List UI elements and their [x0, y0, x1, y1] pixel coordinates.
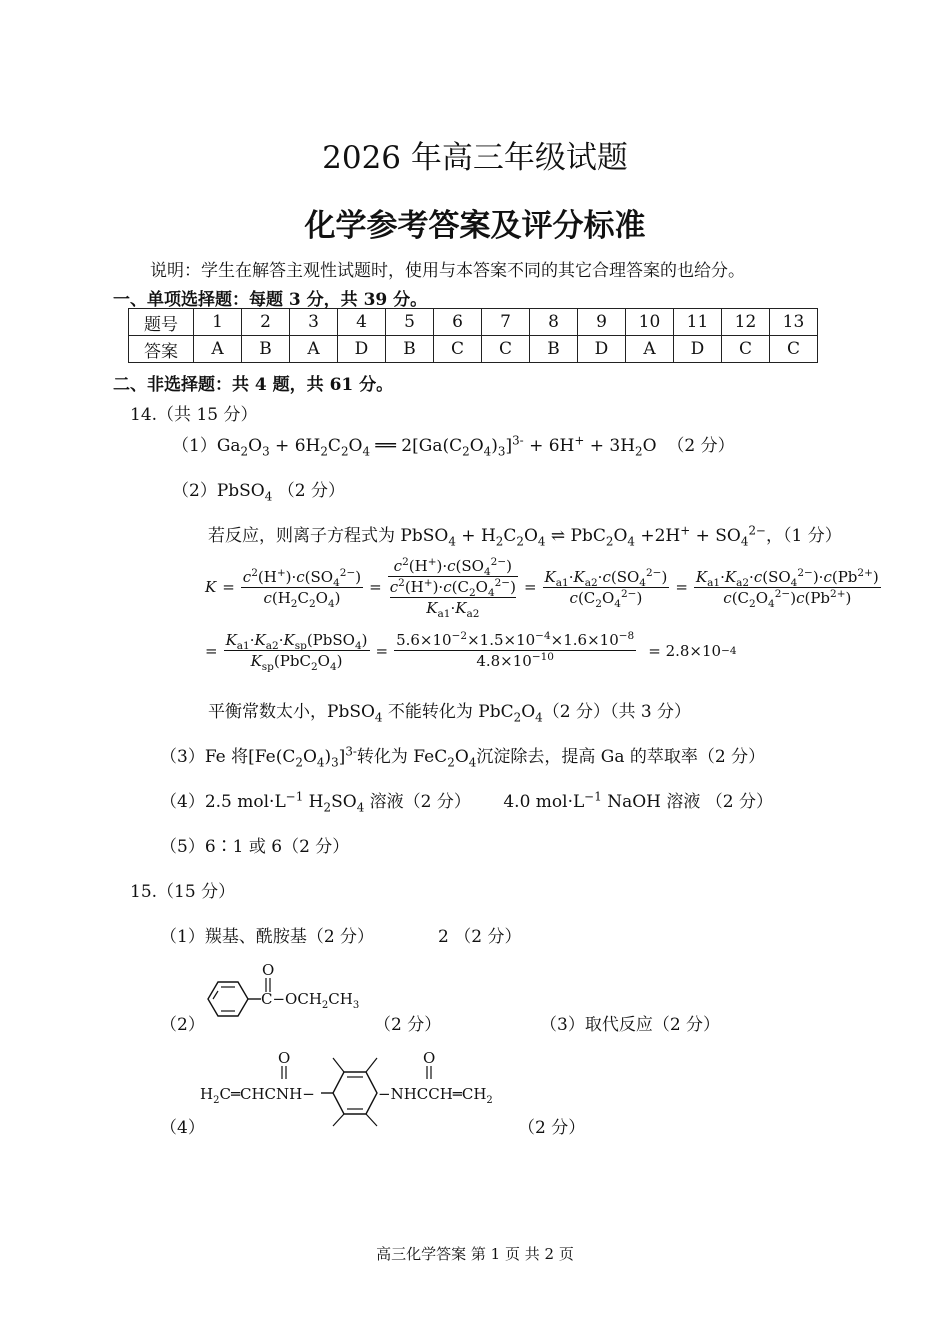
- q14-heading: 14.（共 15 分）: [130, 405, 258, 425]
- q14-part2-equation: 若反应，则离子方程式为 PbSO$_4$ + $H_2C_2O_4$ ⇌ $PbC_2O_4 +2H^+ + SO_4^{2-}$，（1 分）: [208, 523, 842, 549]
- instructions-note: 说明：学生在解答主观性试题时，使用与本答案不同的其它合理答案的也给分。: [150, 261, 745, 281]
- table-cell: D: [674, 336, 722, 363]
- table-cell: C: [482, 336, 530, 363]
- q14-conclusion: 平衡常数太小，PbSO$_4$ 不能转化为 $PbC_2O_4(2$ 分）（共 3 分）: [208, 702, 692, 725]
- svg-text:O: O: [278, 1050, 291, 1067]
- page-footer: 高三化学答案 第 1 页 共 2 页: [376, 1245, 574, 1263]
- q15-part3: （3）取代反应（2 分）: [540, 1015, 721, 1035]
- table-row: [129, 309, 818, 336]
- answer-table: [128, 308, 818, 363]
- part-label: （1）: [172, 436, 217, 456]
- table-cell: 7: [482, 309, 530, 336]
- table-cell: C: [722, 336, 770, 363]
- part-text: 沉淀除去，提高 Ga 的萃取率（2 分）: [476, 747, 766, 767]
- table-cell: 10: [626, 309, 674, 336]
- table-cell: 11: [674, 309, 722, 336]
- score: （2 分）（共 3 分）: [542, 702, 692, 722]
- table-cell: 1: [194, 309, 242, 336]
- q15-part1-b: 2 （2 分）: [438, 927, 522, 947]
- page-title: 2026 年高三年级试题: [322, 140, 628, 176]
- equilibrium-expression-1: K = $\frac{c^2(H^+)\cdot c(SO_4^{2-})}{c(H_2C_2O_4)}$ = $c^2(H^+)\cdot c(SO_4^{2-})$ $c^2(H^+)\cdot c(C_2O_4^{2-})$ $K_{a1}\cdot K_{a2}$ = $\frac{K_{a1}\cdot K_{a2}\cdot c(SO_4^{2-})}{c(C_2O_4^{2-})}$ = $\frac{K_{a1}\cdot K_{a2}\cdot c(SO_4^{2-})\cdot c(Pb^{2+})}{c(C_2O_4^{2-})c(Pb^{2+})}$: [205, 556, 879, 620]
- table-cell: B: [242, 336, 290, 363]
- q15-part2-score: （2 分）: [374, 1015, 442, 1035]
- svg-text:C−OCH2CH3: $C-OCH_2CH_3$: [261, 990, 360, 1011]
- q14-part4: （4）2.5 $mol\cdot L^{-1}$ $H_2SO_4$ 溶液（2 分） 4.0 $mol\cdot L^{-1}$ NaOH 溶液 （2 分）: [160, 789, 774, 815]
- q14-part2: （2）PbSO$_4$ （2 分）: [172, 481, 345, 504]
- table-cell: 13: [770, 309, 818, 336]
- table-cell: A: [626, 336, 674, 363]
- q15-part4-label: （4）: [160, 1118, 205, 1138]
- section1-heading: 一、单项选择题：每题 3 分，共 39 分。: [113, 290, 428, 310]
- table-cell: D: [578, 336, 626, 363]
- table-cell: 12: [722, 309, 770, 336]
- table-cell: 2: [242, 309, 290, 336]
- row-label: 答案: [129, 336, 194, 363]
- section2-heading: 二、非选择题：共 4 题，共 61 分。: [113, 375, 394, 395]
- ethyl-benzoate-structure: [196, 962, 371, 1030]
- q14-part3: （3）Fe 将$[Fe(C_2O_4)_3]^{3-}$转化为 $FeC_2O_4$沉淀除去，提高 Ga 的萃取率（2 分）: [160, 744, 766, 770]
- svg-text:−NHCCH═CH2: $-NHCCH═CH_2$: [378, 1085, 493, 1106]
- part-text: （3）Fe 将[Fe(C: [160, 747, 296, 767]
- part-text: （4）2.5 mol·L: [160, 792, 286, 812]
- k-result: = 2.8×10: [648, 641, 722, 660]
- page-subtitle: 化学参考答案及评分标准: [304, 208, 646, 244]
- q14-part1: $(1)Ga_2O_3 + 6H_2C_2O_4$ ══ $2[Ga(C_2O_4)_3]^{3-} + 6H^+ + 3H_2O$ （2 分）: [172, 433, 735, 459]
- table-cell: C: [434, 336, 482, 363]
- q14-part5: （5）6∶1 或 6（2 分）: [160, 837, 350, 857]
- table-cell: D: [338, 336, 386, 363]
- q15-part2-label: （2）: [160, 1015, 205, 1035]
- score: （2 分）: [277, 481, 345, 501]
- table-cell: 8: [530, 309, 578, 336]
- row-label: 题号: [129, 309, 194, 336]
- table-cell: 5: [386, 309, 434, 336]
- part-label: （2）PbSO: [172, 481, 265, 501]
- table-cell: B: [530, 336, 578, 363]
- table-cell: 9: [578, 309, 626, 336]
- equation-intro: 若反应，则离子方程式为 PbSO: [208, 526, 449, 546]
- part-text: 转化为 FeC: [356, 747, 448, 767]
- score: ，（1 分）: [765, 526, 842, 546]
- q15-part4-score: （2 分）: [518, 1118, 586, 1138]
- part-text: NaOH 溶液 （2 分）: [607, 792, 774, 812]
- score: （2 分）: [667, 436, 735, 456]
- conclusion-text: 不能转化为 PbC: [387, 702, 514, 722]
- table-cell: 3: [290, 309, 338, 336]
- table-cell: A: [290, 336, 338, 363]
- q15-part1: （1）羰基、酰胺基（2 分）: [160, 927, 375, 947]
- bis-acrylamide-structure: [196, 1050, 516, 1130]
- table-cell: 6: [434, 309, 482, 336]
- part-text: 4.0 mol·L: [503, 792, 585, 812]
- table-cell: C: [770, 336, 818, 363]
- svg-text:H2C═CHCNH−: $H_2C═CHCNH-$: [200, 1085, 315, 1106]
- conclusion-text: 平衡常数太小，PbSO: [208, 702, 375, 722]
- table-row: [129, 336, 818, 363]
- table-cell: A: [194, 336, 242, 363]
- svg-text:O: O: [262, 962, 275, 979]
- part-text: 溶液（2 分）: [369, 792, 471, 812]
- table-cell: 4: [338, 309, 386, 336]
- svg-text:O: O: [423, 1050, 436, 1067]
- table-cell: B: [386, 336, 434, 363]
- q15-heading: 15.（15 分）: [130, 882, 236, 902]
- equilibrium-expression-2: = $\frac{K_{a1}\cdot K_{a2}\cdot K_{sp}(PbSO_4)}{K_{sp}(PbC_2O_4)}$ = $\frac{5.6\times 10^{-2}\times 1.5\times 10^{-4}\times 1.6\times 10^{-8}}{4.8\times 10^{-10}}$ = 2.8×10 −4: [205, 630, 737, 673]
